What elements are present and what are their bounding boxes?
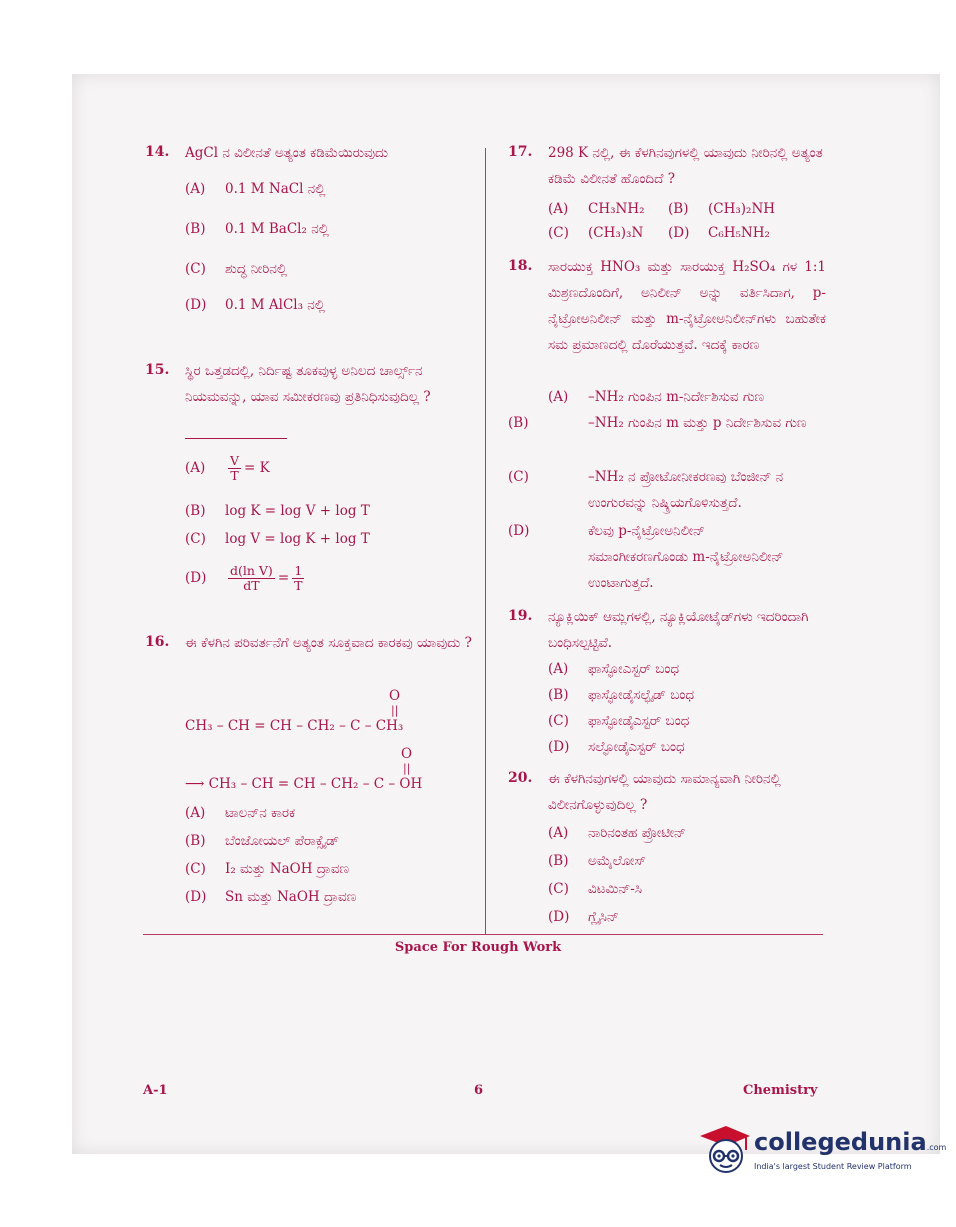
option-a: (A) ಟಾಲನ್‌ನ ಕಾರಕ — [185, 805, 296, 821]
footer-code: A-1 — [143, 1083, 168, 1098]
option-c: (C) ಫಾಸ್ಫೋಡೈಎಸ್ಟರ್ ಬಂಧ — [548, 713, 690, 729]
option-d: (D) ಸಲ್ಫೋಡೈಎಸ್ಟರ್ ಬಂಧ — [548, 739, 685, 755]
option-c: (C) log V = log K + log T — [185, 531, 370, 547]
reactant-oxygen: O — [389, 688, 401, 704]
option-b: (B) log K = log V + log T — [185, 503, 370, 519]
option-c: (C) I₂ ಮತ್ತು NaOH ದ್ರಾವಣ — [185, 861, 350, 877]
option-b: (B) ಅಮೈಲೋಸ್ — [548, 853, 646, 869]
option-b: (B) ಬೆಂಜೋಯಲ್ ಪೆರಾಕ್ಸೈಡ್ — [185, 833, 339, 849]
option-c: (C) –NH₂ ನ ಪ್ರೋಟೋನೀಕರಣವು ಬೆಂಜೀನ್ ನ ಉಂಗುರವನ್ನು ನಿಷ್ಕ್ರಿಯಗೊಳಿಸುತ್ತದೆ. — [508, 469, 784, 511]
question-number: 14. — [145, 144, 170, 160]
option-a: (A) $\frac{V}{T}$ = K — [185, 453, 270, 483]
left-column — [145, 140, 475, 930]
option-d: (D) C₆H₅NH₂ — [668, 225, 770, 241]
option-a: (A) ನಾರಿನಂತಹ ಪ್ರೋಟೀನ್ — [548, 825, 686, 841]
fraction: $\frac{V}{T}$ — [230, 453, 240, 483]
question-number: 19. — [508, 608, 533, 624]
option-c: (C) ಶುದ್ಧ ನೀರಿನಲ್ಲಿ — [185, 261, 288, 277]
question-number: 18. — [508, 258, 533, 274]
question-text: ಸಾರಯುಕ್ತ HNO₃ ಮತ್ತು ಸಾರಯುಕ್ತ H₂SO₄ ಗಳ 1:1 ಮಿಶ್ರಣದೊಂದಿಗೆ, ಅನಿಲೀನ್ ಅನ್ನು ವರ್ತಿಸಿದಾಗ, p-ನೈಟ್ರೋಅನಿಲೀನ್ ಮತ್ತು m-ನೈಟ್ರೋಅನಿಲೀನ್‌ಗಳು ಬಹುತೇಕ ಸಮ ಪ್ರಮಾಣದಲ್ಲಿ ದೊರೆಯುತ್ತವೆ. ಇದಕ್ಕೆ ಕಾರಣ — [548, 259, 826, 353]
reactant-double-bond: || — [391, 704, 399, 717]
footer-subject: Chemistry — [743, 1083, 818, 1098]
question-text: 298 K ನಲ್ಲಿ, ಈ ಕೆಳಗಿನವುಗಳಲ್ಲಿ ಯಾವುದು ನೀರಿನಲ್ಲಿ ಅತ್ಯಂತ ಕಡಿಮೆ ವಿಲೀನತೆ ಹೊಂದಿದೆ ? — [548, 145, 823, 187]
question-text: ನ್ಯೂಕ್ಲಿಯಿಕ್ ಆಮ್ಲಗಳಲ್ಲಿ, ನ್ಯೂಕ್ಲಿಯೋಟೈಡ್‌ಗಳು ಇದರಿಂದಾಗಿ ಬಂಧಿಸಲ್ಪಟ್ಟಿವೆ. — [548, 609, 809, 651]
right-column — [508, 140, 826, 930]
product-formula: ⟶ CH₃ – CH = CH – CH₂ – C – OH — [185, 776, 423, 792]
option-c: (C) (CH₃)₃N — [548, 225, 644, 241]
fraction: $\frac{\text{d(ln V)}}{dT}$ — [230, 563, 273, 593]
option-a: (A) CH₃NH₂ — [548, 201, 645, 217]
option-a: (A) –NH₂ ಗುಂಪಿನ m-ನಿರ್ದೇಶಿಸುವ ಗುಣ — [548, 389, 765, 405]
option-d: (D) 0.1 M AlCl₃ ನಲ್ಲಿ — [185, 297, 326, 313]
option-d: (D) ಕೆಲವು p-ನೈಟ್ರೋಅನಿಲೀನ್ ಸಮಾಂಗೀಕರಣಗೊಂಡು m-ನೈಟ್ರೋಅನಿಲೀನ್ ಉಂಟಾಗುತ್ತದೆ. — [508, 523, 784, 591]
question-number: 15. — [145, 362, 170, 378]
page-number: 6 — [474, 1083, 484, 1098]
option-a: (A) ಫಾಸ್ಫೋಎಸ್ಟರ್ ಬಂಧ — [548, 661, 680, 677]
option-b: (B) –NH₂ ಗುಂಪಿನ m ಮತ್ತು p ನಿರ್ದೇಶಿಸುವ ಗುಣ — [508, 415, 807, 431]
question-number: 17. — [508, 144, 533, 160]
rough-work-rule — [143, 934, 823, 935]
logo-tagline: India's largest Student Review Platform — [754, 1162, 912, 1171]
graduate-mascot-icon — [696, 1120, 752, 1184]
reactant-formula: CH₃ – CH = CH – CH₂ – C – CH₃ — [185, 718, 404, 734]
question-number: 20. — [508, 770, 533, 786]
option-b: (B) ಫಾಸ್ಫೋಡೈಸಲ್ಫೈಡ್ ಬಂಧ — [548, 687, 695, 703]
question-text: ಈ ಕೆಳಗಿನ ಪರಿವರ್ತನೆಗೆ ಅತ್ಯಂತ ಸೂಕ್ತವಾದ ಕಾರಕವು ಯಾವುದು ? — [185, 635, 472, 651]
question-text: ಈ ಕೆಳಗಿನವುಗಳಲ್ಲಿ ಯಾವುದು ಸಾಮಾನ್ಯವಾಗಿ ನೀರಿನಲ್ಲಿ ವಿಲೀನಗೊಳ್ಳುವುದಿಲ್ಲ ? — [548, 771, 781, 813]
question-number: 16. — [145, 634, 170, 650]
question-text: ಸ್ಥಿರ ಒತ್ತಡದಲ್ಲಿ, ನಿರ್ದಿಷ್ಟ ತೂಕವುಳ್ಳ ಅನಿಲದ ಚಾರ್ಲ್ಸ್‌ನ ನಿಯಮವನ್ನು, ಯಾವ ಸಮೀಕರಣವು ಪ್ರತಿನಿಧಿಸುವುದಿಲ್ಲ ? — [185, 363, 431, 405]
question-text: AgCl ನ ವಿಲೀನತೆ ಅತ್ಯಂತ ಕಡಿಮೆಯಿರುವುದು — [185, 145, 389, 161]
option-d: (D) $\frac{\text{d(ln V)}}{dT}$ = $\frac{1}{T}$ — [185, 563, 303, 593]
column-divider — [485, 148, 486, 934]
product-oxygen: O — [401, 746, 413, 762]
option-a: (A) 0.1 M NaCl ನಲ್ಲಿ — [185, 181, 326, 197]
option-d: (D) Sn ಮತ್ತು NaOH ದ್ರಾವಣ — [185, 889, 357, 905]
fraction: $\frac{1}{T}$ — [294, 563, 303, 593]
rough-work-label: Space For Rough Work — [394, 940, 562, 955]
logo-wordmark: collegedunia.com — [754, 1128, 947, 1156]
option-d: (D) ಗ್ಲೈಸಿನ್ — [548, 909, 619, 925]
option-b: (B) 0.1 M BaCl₂ ನಲ್ಲಿ — [185, 221, 329, 237]
question-underline — [185, 438, 287, 439]
option-b: (B) (CH₃)₂NH — [668, 201, 776, 217]
option-c: (C) ವಿಟಮಿನ್-ಸಿ — [548, 881, 643, 897]
product-double-bond: || — [403, 762, 411, 775]
collegedunia-logo — [696, 1120, 947, 1190]
